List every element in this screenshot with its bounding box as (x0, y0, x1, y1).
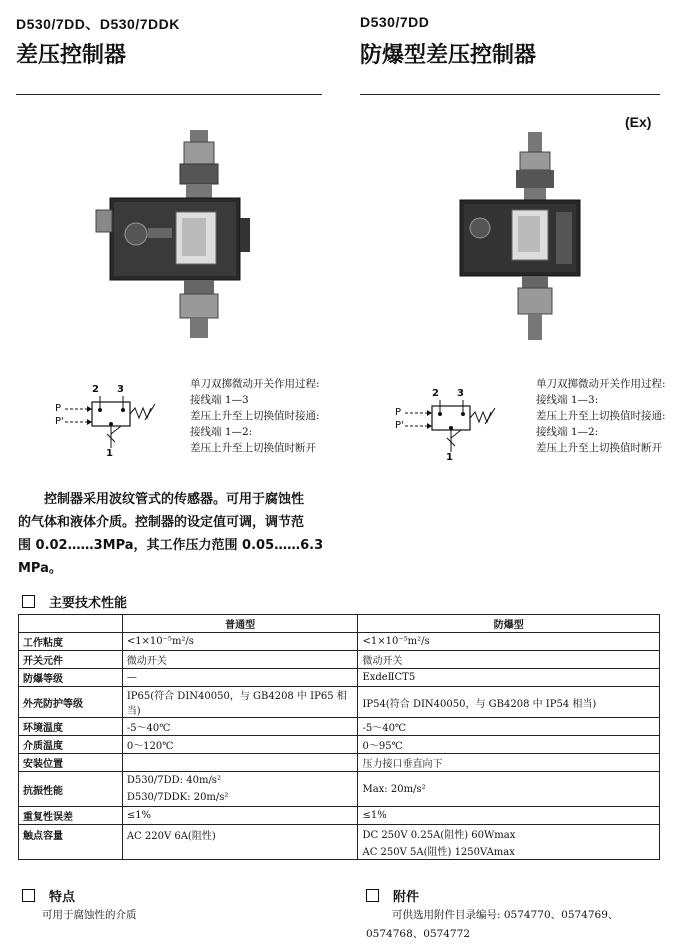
features-heading: 特点 (22, 886, 75, 905)
left-product-photo (90, 128, 260, 348)
ex-mark: (Ex) (625, 114, 652, 130)
left-terminal-1: 1 (106, 448, 113, 459)
left-title: 差压控制器 (16, 43, 127, 68)
left-switch-description: 单刀双掷微动开关作用过程: 接线端 1—3 差压上升至上切换值时接通: 接线端 1—2: 差压上升至上切换值时断开 (190, 378, 320, 454)
right-switch-description: 单刀双掷微动开关作用过程: 接线端 1—3: 差压上升至上切换值时接通: 接线端 1—2: 差压上升至上切换值时断开 (536, 378, 666, 454)
left-terminal-3: 3 (117, 384, 124, 395)
table-row: 安装位置 压力接口垂直向下 (19, 754, 660, 772)
checkbox-square-icon (366, 889, 379, 902)
table-row: 触点容量 AC 220V 6A(阻性) DC 250V 0.25A(阻性) 60Wmax (19, 825, 660, 843)
table-row: 开关元件 微动开关 微动开关 (19, 651, 660, 669)
table-row: 介质温度 0～120℃ 0～95℃ (19, 736, 660, 754)
right-p-label: P (395, 407, 402, 418)
spec-table (18, 614, 660, 860)
right-title: 防爆型差压控制器 (360, 43, 537, 68)
table-row: D530/7DDK: 20m/s² (19, 789, 660, 807)
right-terminal-2: 2 (432, 388, 439, 399)
table-row: 防爆等级 — ExdeⅡCT5 (19, 669, 660, 687)
left-p-prime-label: P' (55, 416, 64, 427)
table-row: 重复性误差 ≤1% ≤1% (19, 807, 660, 825)
left-divider (16, 94, 322, 95)
intro-paragraph: 控制器采用波纹管式的传感器。可用于腐蚀性 的气体和液体介质。控制器的设定值可调，调节范 围 0.02……3MPa，其工作压力范围 0.05……6.3 MPa。 (18, 492, 324, 576)
table-row: 外壳防护等级 IP65(符合 DIN40050，与 GB4208 中 IP65 相当) IP54(符合 DIN40050，与 GB4208 中 IP54 相当) (19, 687, 660, 718)
table-row: 工作粘度 <1×10⁻⁵m²/s <1×10⁻⁵m²/s (19, 633, 660, 651)
right-product-photo (450, 130, 590, 345)
features-text: 可用于腐蚀性的介质 (42, 909, 137, 921)
table-row: 环境温度 -5～40℃ -5～40℃ (19, 718, 660, 736)
spec-section-heading: 主要技术性能 (22, 592, 127, 611)
checkbox-square-icon (22, 595, 35, 608)
left-model-number: D530/7DD、D530/7DDK (16, 16, 180, 32)
table-row: 抗振性能 D530/7DD: 40m/s² Max: 20m/s² (19, 772, 660, 790)
left-p-label: P (55, 403, 62, 414)
right-terminal-3: 3 (457, 388, 464, 399)
right-terminal-1: 1 (446, 452, 453, 463)
left-terminal-2: 2 (92, 384, 99, 395)
right-model-number: D530/7DD (360, 14, 430, 30)
table-row: AC 250V 5A(阻性) 1250VAmax (19, 842, 660, 860)
right-divider (360, 94, 660, 95)
accessories-text: 可供选用附件目录编号: 0574770、0574769、 0574768、0574772 (366, 909, 619, 940)
right-p-prime-label: P' (395, 420, 404, 431)
accessories-heading: 附件 (366, 886, 419, 905)
table-header-row: 普通型 防爆型 (19, 615, 660, 633)
checkbox-square-icon (22, 889, 35, 902)
